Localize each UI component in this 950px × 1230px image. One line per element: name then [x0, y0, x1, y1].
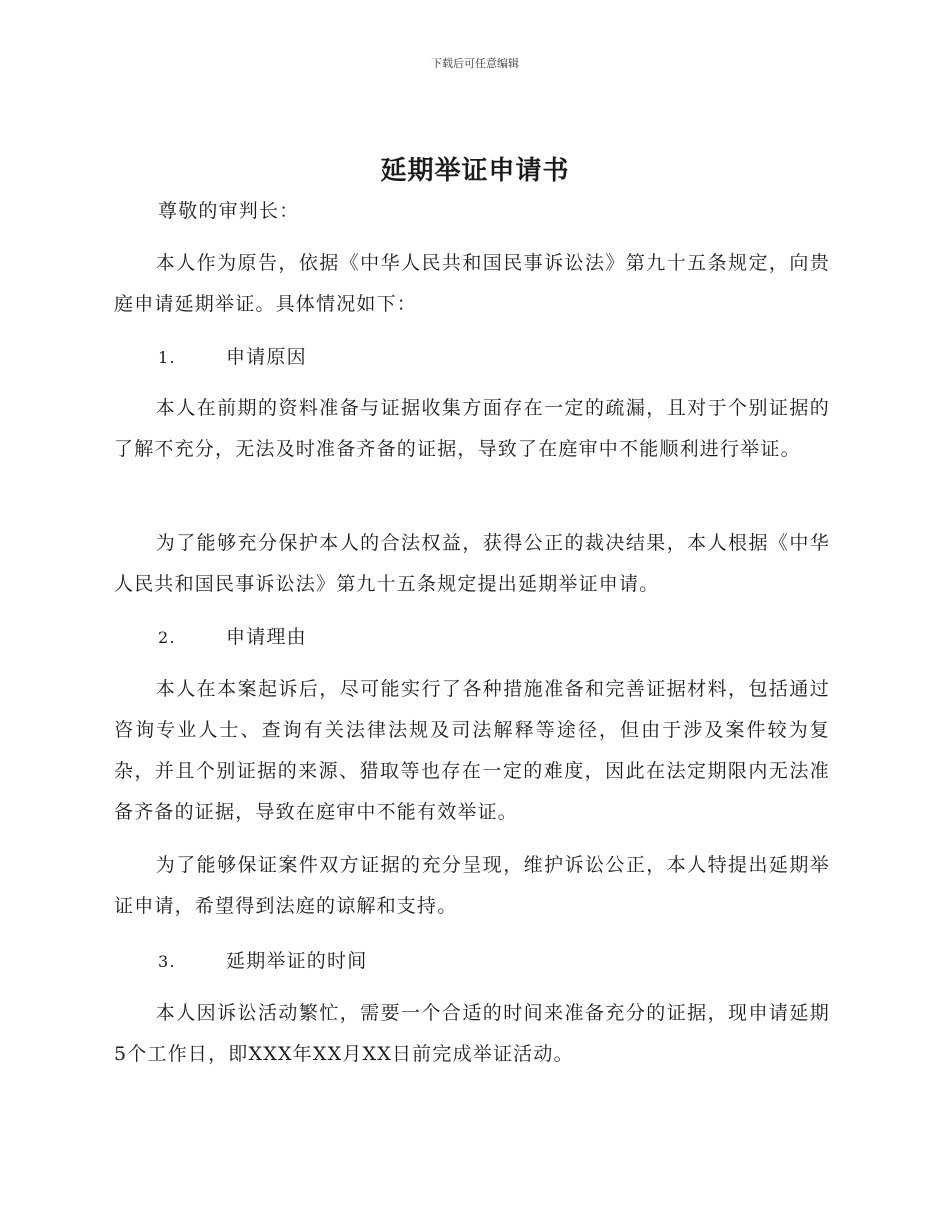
section-number-1: 1.: [158, 348, 176, 367]
section-heading-3: [158, 941, 758, 982]
time-text: 本人因诉讼活动繁忙，需要一个合适的时间来准备充分的证据，现申请延期5个工作日，即XXX年XX月XX日前完成举证活动。: [114, 1002, 830, 1065]
intro-text: 本人作为原告，依据《中华人民共和国民事诉讼法》第九十五条规定，向贵庭申请延期举证。具体情况如下：: [114, 252, 830, 315]
grounds-paragraph-1: [114, 669, 830, 833]
section-number-3: 3.: [158, 952, 176, 971]
grounds-text-1: 本人在本案起诉后，尽可能实行了各种措施准备和完善证据材料，包括通过咨询专业人士、查询有关法律法规及司法解释等途径，但由于涉及案件较为复杂，并且个别证据的来源、猎取等也存在一定的难度，因此在法定期限内无法准备齐备的证据，导致在庭审中不能有效举证。: [114, 678, 830, 823]
reason-text-2: 为了能够充分保护本人的合法权益，获得公正的裁决结果，本人根据《中华人民共和国民事诉讼法》第九十五条规定提出延期举证申请。: [114, 532, 830, 595]
intro-paragraph: [114, 243, 830, 325]
reason-paragraph-2: [114, 523, 830, 605]
section-label-1: 申请原因: [226, 346, 307, 368]
document-title: 延期举证申请书: [380, 156, 570, 186]
greeting: 尊敬的审判长：: [158, 200, 300, 222]
section-label-3: 延期举证的时间: [226, 950, 368, 972]
time-paragraph: [114, 993, 830, 1075]
section-label-2: 申请理由: [226, 626, 307, 648]
grounds-text-2: 为了能够保证案件双方证据的充分呈现，维护诉讼公正，本人特提出延期举证申请，希望得到法庭的谅解和支持。: [114, 854, 830, 917]
section-heading-2: [158, 617, 758, 658]
section-number-2: 2.: [158, 628, 176, 647]
section-heading-1: [158, 337, 758, 378]
reason-text-1: 本人在前期的资料准备与证据收集方面存在一定的疏漏，且对于个别证据的了解不充分，无法及时准备齐备的证据，导致了在庭审中不能顺利进行举证。: [114, 397, 830, 460]
grounds-paragraph-2: [114, 845, 830, 927]
header-note: 下载后可任意编辑: [431, 57, 519, 70]
reason-paragraph-1: [114, 388, 830, 470]
